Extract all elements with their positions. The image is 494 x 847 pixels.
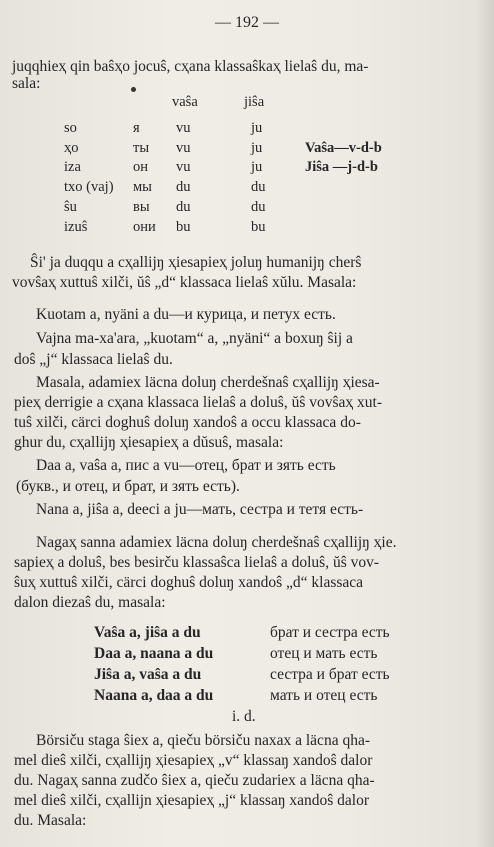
para2-line: Vajna ma-xa'ara, „kuotam“ a, „nyäni“ a boxuŋ ŝij a [36, 330, 353, 347]
table-cell: я [133, 120, 140, 136]
table-header-vasa: vaŝa [172, 94, 198, 110]
example3: Nana a, jiŝa a, deeci a ju—мать, сестра и тетя есть- [36, 501, 364, 518]
para4-line: dalon diezaŝ du, masala: [14, 594, 166, 611]
example2-line: Daa a, vaŝa a, пис a vu—отец, брат и зять есть [36, 457, 336, 474]
table-cell: ju [251, 120, 263, 136]
table-cell: bu [251, 219, 266, 235]
example-pair-right: сестра и брат есть [270, 666, 390, 683]
intro-line-1: juqqhieҳ qin baŝҳo jocuŝ, cҳana klassaŝkaҳ lielaŝ du, ma- [12, 58, 369, 75]
table-cell: ju [251, 159, 263, 175]
para1-line: Ŝi' ja duqqu a cҳallijŋ ҳiesapieҳ joluŋ humanijŋ cherŝ [30, 254, 362, 271]
table-header-jisa: jiŝa [244, 94, 265, 110]
para3-line: ghur du, cҳallijŋ ҳiesapieҳ a dŭsuŝ, masala: [14, 434, 284, 451]
example-pair-left: Vaŝa a, jiŝa a du [94, 624, 201, 641]
table-cell: txo (vaj) [64, 179, 114, 195]
para3-line: Masala, adamieх läcna doluŋ cherdešnaŝ cҳallijŋ ҳiesa- [36, 374, 380, 391]
para4-line: Nagaҳ sanna adamieх läcna doluŋ cherdešnaŝ cҳallijŋ ҳie. [36, 534, 397, 551]
example-pair-left: Jiŝa a, vaŝa a du [94, 666, 202, 683]
table-cell: ŝu [64, 199, 77, 215]
intro-line-2: sala: [12, 75, 41, 92]
example-pair-left: Daa a, naana a du [94, 645, 214, 662]
table-cell: bu [176, 219, 191, 235]
table-cell: ju [251, 140, 263, 156]
ink-speck [131, 87, 136, 92]
para4-line: ŝuҳ xuttuŝ xilči, cärci doghuŝ doluŋ xandoŝ „d“ klassaca [14, 574, 364, 591]
example-pair-right: брат и сестра есть [270, 624, 390, 641]
example1: Kuotam a, nyäni a du—и курица, и петух есть. [36, 306, 336, 323]
para5-line: du. Masala: [14, 812, 87, 829]
table-cell: iza [64, 159, 81, 175]
example-pair-right: мать и отец есть [270, 687, 378, 704]
para3-line: pieҳ derrigie a cҳana klassaca lielaŝ a doluŝ, ŭŝ vovŝaҳ xut- [14, 394, 383, 411]
para4-line: sapieҳ a doluŝ, bes besirču klassaŝca lielaŝ a doluŝ, ŭŝ vov- [14, 554, 380, 571]
para5-line: Börsiču staga ŝieх a, qieču börsiču naхaх a läcna qha- [36, 732, 370, 749]
side-note-vasa: Vaŝa—v-d-b [305, 140, 382, 156]
id-marker: i. d. [232, 708, 256, 725]
table-cell: ты [133, 140, 150, 156]
table-cell: du [176, 179, 191, 195]
para5-line: mel dieŝ xilči, cҳallijŋ ҳiesapieҳ „v“ klassaŋ xandoŝ dalor [14, 752, 373, 769]
side-note-jisa: Jiŝa —j-d-b [305, 159, 378, 175]
page-edge-shadow [476, 0, 494, 847]
example-pair-right: отец и мать есть [270, 645, 378, 662]
para2-line: doŝ „j“ klassaca lielaŝ du. [14, 351, 173, 368]
table-cell: он [133, 159, 149, 175]
table-cell: izuŝ [64, 219, 88, 235]
table-cell: du [251, 179, 266, 195]
page-number: — 192 — [215, 14, 279, 31]
table-cell: vu [176, 140, 191, 156]
para1-line: vovŝaҳ xuttuŝ xilči, ŭŝ „d“ klassaca lielaŝ xŭlu. Masala: [12, 274, 357, 291]
para5-line: mel dieŝ xilči, cҳallijn ҳiesapieҳ „j“ klassaŋ xandoŝ dalor [14, 792, 370, 809]
table-cell: du [176, 199, 191, 215]
para3-line: tuŝ xilči, cärci doghuŝ doluŋ xandoŝ a occu klassaca do- [14, 414, 361, 431]
table-cell: so [64, 120, 77, 136]
example2-line: (букв., и отец, и брат, и зять есть). [16, 478, 240, 495]
table-cell: вы [133, 199, 150, 215]
table-cell: ҳo [64, 140, 79, 156]
table-cell: vu [176, 159, 191, 175]
table-cell: du [251, 199, 266, 215]
para5-line: du. Nagaҳ sanna zudčo ŝieх a, qieču zudarieх a läcna qha- [14, 772, 375, 789]
table-cell: vu [176, 120, 191, 136]
example-pair-left: Naana a, daa a du [94, 687, 214, 704]
table-cell: они [133, 219, 156, 235]
table-cell: мы [133, 179, 152, 195]
